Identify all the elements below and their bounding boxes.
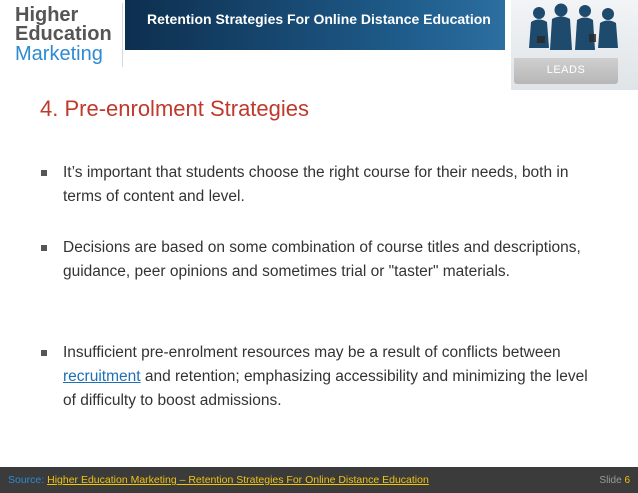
bullet-item (63, 341, 603, 413)
square-bullet-icon (41, 170, 47, 176)
bullet-text-before: Insufficient pre-enrolment resources may be a result of conflicts between (63, 344, 561, 361)
source-link[interactable]: Higher Education Marketing – Retention Strategies For Online Distance Education (47, 474, 429, 486)
bullet-text: Decisions are based on some combination of course titles and descriptions, guidance, peer opinions and sometimes trial or "taster" materials. (63, 239, 581, 280)
square-bullet-icon (41, 245, 47, 251)
bullet-text-after: and retention; emphasizing accessibility and minimizing the level of difficulty to boost admissions. (63, 368, 588, 409)
leads-badge (514, 58, 618, 84)
higher-education-marketing-logo (13, 3, 123, 67)
bullet-item (63, 236, 603, 284)
recruitment-link[interactable]: recruitment (63, 368, 141, 385)
square-bullet-icon (41, 350, 47, 356)
slide-header (0, 0, 638, 76)
students-silhouette-icon (511, 0, 638, 60)
slide-number-value: 6 (624, 475, 630, 486)
source-label: Source: (8, 474, 45, 486)
slide-title: 4. Pre-enrolment Strategies (40, 96, 310, 121)
title-banner (125, 0, 505, 50)
banner-title: Retention Strategies For Online Distance Education (147, 11, 491, 27)
logo-line-3: Marketing (15, 43, 103, 65)
slide-number (599, 475, 630, 486)
leads-badge-label: LEADS (546, 64, 586, 76)
bullet-text: It’s important that students choose the right course for their needs, both in terms of content and level. (63, 164, 569, 205)
source-citation (8, 474, 429, 486)
slide-footer (0, 467, 638, 493)
bullet-item (63, 161, 603, 209)
slide-word: Slide (599, 475, 622, 486)
logo-line-2: Education (15, 23, 112, 45)
logo-line-1: Higher (15, 4, 79, 26)
